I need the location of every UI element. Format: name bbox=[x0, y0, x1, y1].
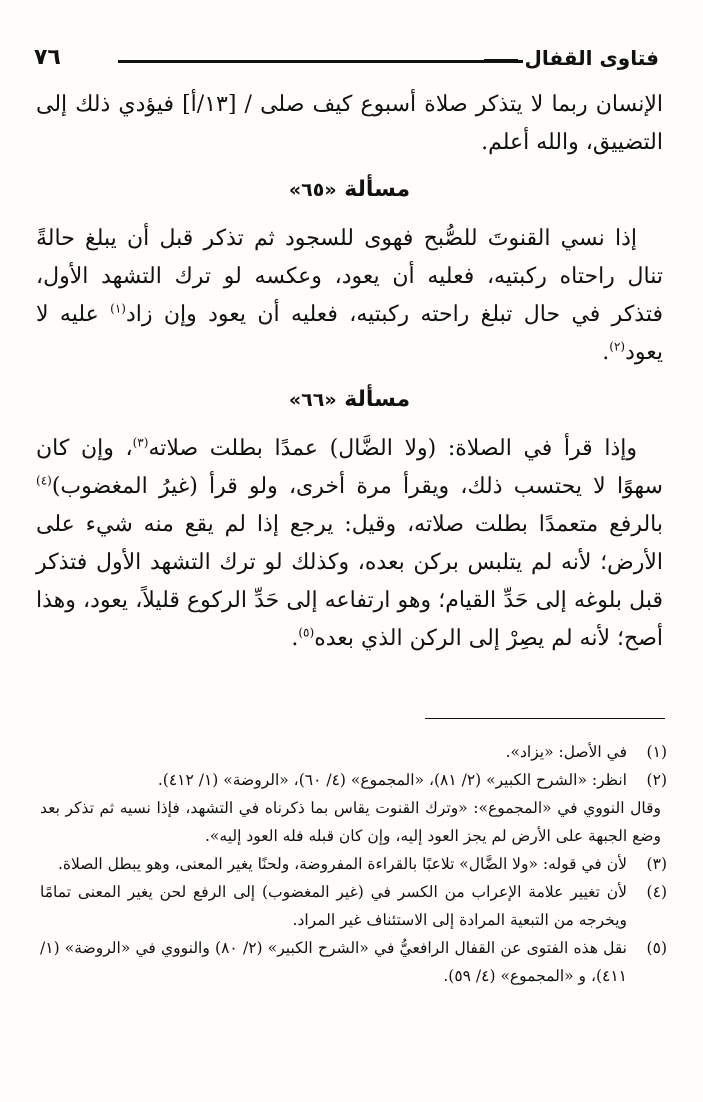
footnote-1 bbox=[40, 738, 667, 766]
heading-word: مسألة bbox=[344, 387, 411, 412]
footnote-number: (٢) bbox=[646, 771, 667, 789]
footnote-ref-3[interactable]: (٣) bbox=[132, 435, 149, 450]
footnote-ref-5[interactable]: (٥) bbox=[298, 625, 315, 640]
heading-number: «٦٦» bbox=[288, 389, 337, 411]
footnote-4 bbox=[40, 878, 667, 934]
paragraph-65 bbox=[36, 220, 663, 372]
text-run: بالرفع متعمدًا بطلت صلاته، وقيل: يرجع إذا لم يقع منه شيء على الأرض؛ لأنه لم يتلبس بركن بعده، وكذلك لو ترك التشهد الأول فتذكر قبل بلوغه إلى حَدِّ القيام؛ وهو ارتفاعه إلى حَدِّ الركوع قليلاً، يعود، وهذا أصح؛ لأنه لم يصِرْ إلى الركن الذي بعده bbox=[36, 512, 663, 651]
footnote-separator bbox=[425, 718, 665, 719]
footnote-2-continuation: وقال النووي في «المجموع»: «وترك القنوت يقاس بما ذكرناه في التشهد، فإذا نسيه ثم تذكر بعد وضع الجبهة على الأرض لم يجز العود إليه، وإن كان قبله فله العود إليه». bbox=[40, 799, 661, 845]
running-title bbox=[484, 40, 659, 76]
page-number: ٧٦ bbox=[34, 45, 61, 70]
footnote-number: (٣) bbox=[646, 855, 667, 873]
heading-masala-66 bbox=[36, 380, 663, 420]
footnote-text: في الأصل: «يزاد». bbox=[505, 743, 627, 761]
heading-number: «٦٥» bbox=[288, 179, 337, 201]
text-run: وإذا قرأ في الصلاة: (ولا الضَّال) عمدًا بطلت صلاته bbox=[148, 436, 637, 461]
footnote-2 bbox=[40, 766, 667, 794]
main-text bbox=[36, 86, 663, 658]
text-run: عليه لا يعود bbox=[36, 302, 663, 365]
running-title-text: فتاوى القفال bbox=[524, 46, 659, 70]
heading-word: مسألة bbox=[344, 177, 411, 202]
footnotes bbox=[40, 738, 667, 990]
footnote-5 bbox=[40, 934, 667, 990]
header-rule bbox=[118, 60, 523, 63]
footnote-number: (١) bbox=[646, 743, 667, 761]
footnote-text: لأن في قوله: «ولا الضَّال» تلاعبًا بالقراءة المفروضة، ولحنًا يغير المعنى، وهو يبطل الصلاة. bbox=[57, 855, 627, 873]
footnote-ref-1[interactable]: (١) bbox=[110, 301, 126, 316]
page-header bbox=[30, 40, 673, 76]
footnote-number: (٥) bbox=[646, 939, 667, 957]
footnote-ref-2[interactable]: (٢) bbox=[609, 339, 626, 354]
intro-paragraph: الإنسان ربما لا يتذكر صلاة أسبوع كيف صلى / [١٣/أ] فيؤدي ذلك إلى التضييق، والله أعلم. bbox=[36, 92, 663, 155]
footnote-3 bbox=[40, 850, 667, 878]
text-run: ، وإن كان سهوًا لا يحتسب ذلك، ويقرأ مرة أخرى، ولو قرأ (غيرُ المغضوب) bbox=[36, 436, 663, 499]
footnote-number: (٤) bbox=[646, 883, 667, 901]
footnote-ref-4[interactable]: (٤) bbox=[36, 473, 52, 488]
heading-masala-65 bbox=[36, 170, 663, 210]
paragraph-66 bbox=[36, 430, 663, 658]
footnote-text: انظر: «الشرح الكبير» (٢/ ٨١)، «المجموع» (٤/ ٦٠)، «الروضة» (١/ ٤١٢). bbox=[157, 771, 627, 789]
text-run: . bbox=[602, 340, 610, 365]
footnote-text: نقل هذه الفتوى عن القفال الرافعيُّ في «الشرح الكبير» (٢/ ٨٠) والنووي في «الروضة» (١/ ٤١١)، و «المجموع» (٤/ ٥٩). bbox=[40, 939, 627, 985]
text-run: إذا نسي القنوتَ للصُّبح فهوى للسجود ثم تذكر قبل أن يبلغ حالةً تنال راحتاه ركبتيه، فعليه أن يعود، وعكسه لو ترك التشهد الأول، فتذكر في حال تبلغ راحته ركبتيه، فعليه أن يعود وإن زاد bbox=[36, 226, 663, 327]
text-run: . bbox=[291, 626, 299, 651]
footnote-text: لأن تغيير علامة الإعراب من الكسر في (غير المغضوب) إلى الرفع لحن يغير المعنى تمامًا ويخرجه من التبعية المرادة إلى الاستئناف غير المراد. bbox=[40, 883, 627, 929]
